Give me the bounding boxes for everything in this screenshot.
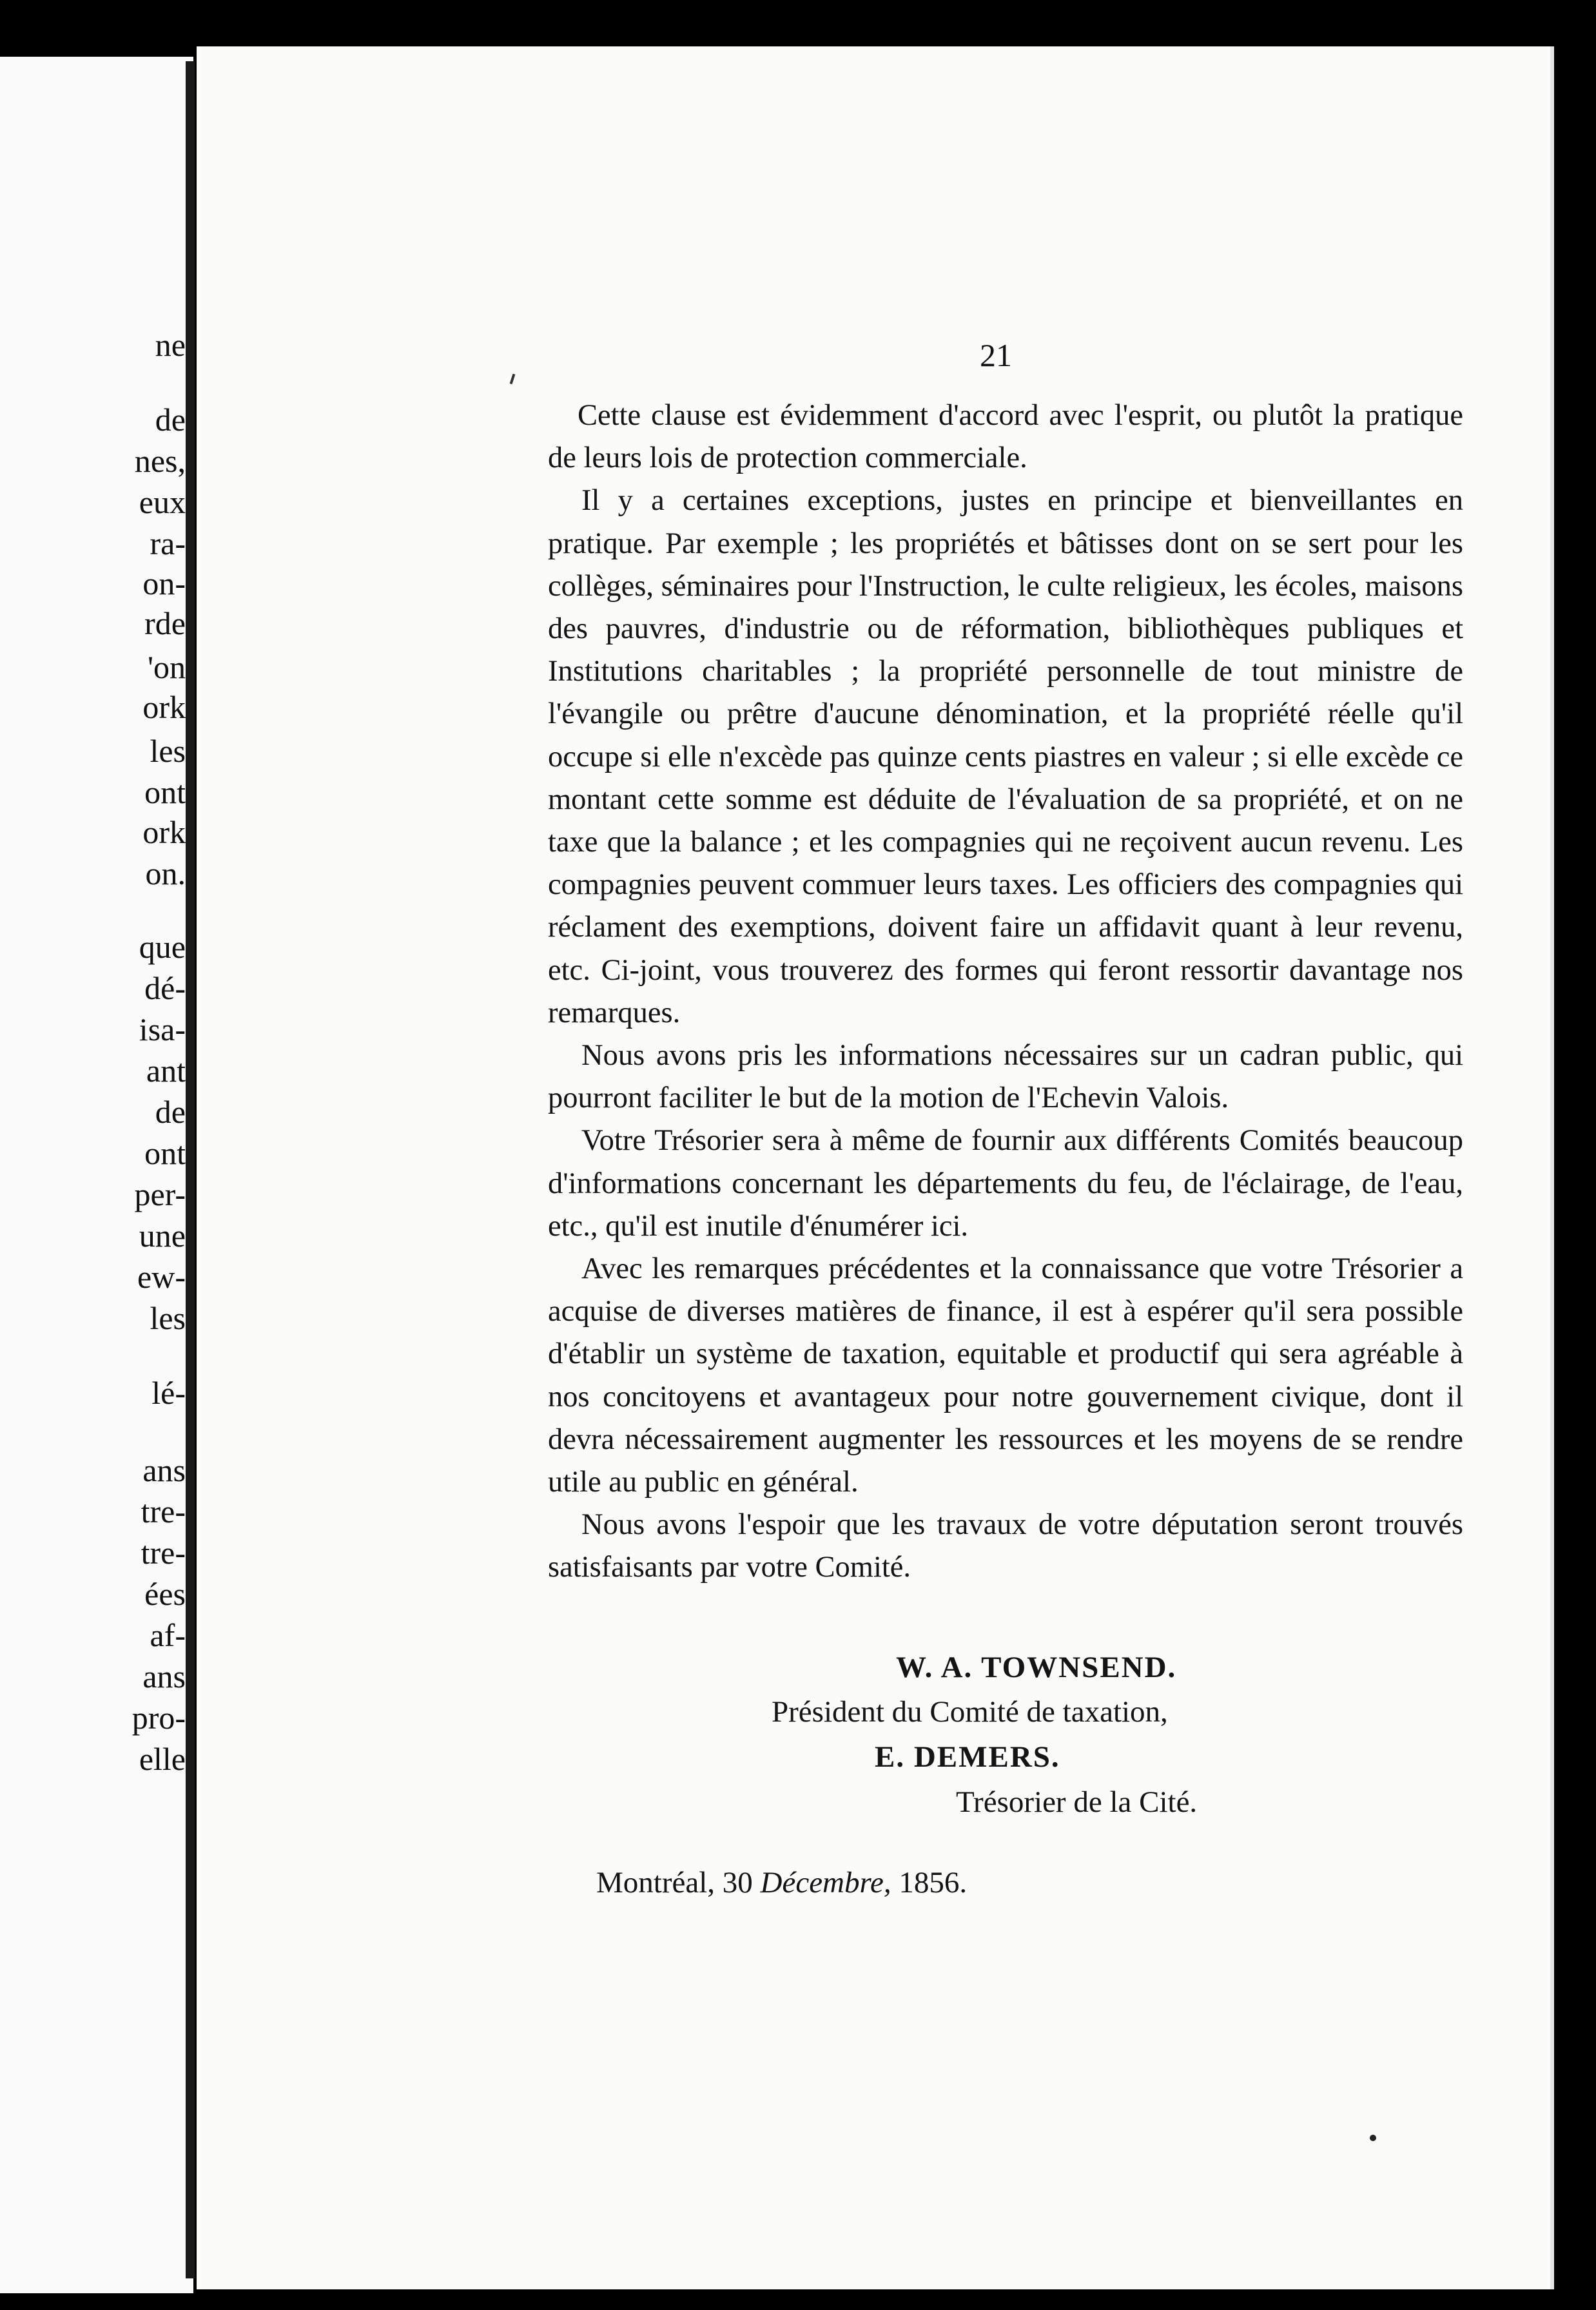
left-page-fragment: per- [134, 1176, 186, 1212]
left-page-fragment: rde [144, 605, 186, 641]
left-page-fragment: af- [150, 1617, 186, 1653]
left-page-fragment: ans [142, 1452, 186, 1488]
paragraph-2: Il y a certaines exceptions, justes en principe et bienveillantes en pratique. Par exemple ; les propriétés et bâtisses dont on se sert pour les collèges, séminaires pour l'Instruction, le culte religieux, les écoles, maisons des pauvres, d'industrie ou de réformation, bibliothèques publiques et Institutions charitables ; la propriété personnelle de tout ministre de l'évangile ou prêtre d'aucune dénomination, et la propriété réelle qu'il occupe si elle n'excède pas quinze cents piastres en valeur ; si elle excède ce montant cette somme est déduite de l'évaluation de sa propriété, et on ne taxe que la balance ; et les compagnies qui ne reçoivent aucun revenu. Les compagnies peuvent commuer leurs taxes. Les officiers des compagnies qui réclament des exemptions, doivent faire un affidavit quant à leur revenu, etc. Ci-joint, vous trouverez des formes qui feront ressortir davantage nos remarques. [548, 484, 1463, 1029]
document-page [197, 46, 1554, 2289]
paragraph-4: Votre Trésorier sera à même de fournir aux différents Comités beaucoup d'informations concernant les départements du feu, de l'éclairage, de l'eau, etc., qu'il est inutile d'énumérer ici. [548, 1124, 1463, 1243]
paragraph-3: Nous avons pris les informations nécessaires sur un cadran public, qui pourront faciliter le but de la motion de l'Echevin Valois. [548, 1039, 1463, 1115]
date-year: 1856. [899, 1866, 968, 1899]
signatory-name-demers: E. DEMERS. [875, 1740, 1060, 1774]
left-page-fragment: nes, [134, 443, 186, 479]
signatory-name-townsend: W. A. TOWNSEND. [896, 1651, 1177, 1684]
left-page-fragment: elle [139, 1741, 186, 1777]
ink-speck [1370, 2135, 1376, 2141]
ink-mark [510, 374, 516, 384]
signatory-title-president: Président du Comité de taxation, [772, 1695, 1168, 1729]
paragraph-1: Cette clause est évidemment d'accord avec l'esprit, ou plutôt la pratique de leurs lois de protection commerciale. [548, 399, 1463, 475]
left-page-fragment: tre- [141, 1493, 186, 1529]
left-page-fragment: ra- [150, 525, 186, 561]
left-page-fragment: lé- [151, 1375, 186, 1411]
left-page-fragment: dé- [144, 970, 186, 1006]
left-page-fragment: ans [142, 1658, 186, 1694]
left-page-fragment: eux [139, 484, 186, 520]
left-page-fragment: ont [144, 774, 186, 810]
body-text [548, 394, 1463, 1589]
left-page-fragment: ont [144, 1135, 186, 1171]
left-page-fragment: isa- [139, 1011, 186, 1047]
left-page-fragment: on- [142, 565, 186, 601]
left-page-fragment: on. [145, 855, 186, 891]
left-page-fragment: pro- [131, 1700, 186, 1736]
left-page-fragment: ées [144, 1576, 186, 1612]
left-page-fragment: ant [146, 1053, 186, 1089]
left-page-fragment: les [150, 1300, 186, 1336]
paragraph-6: Nous avons l'espoir que les travaux de votre députation seront trouvés satisfaisants par votre Comité. [548, 1508, 1463, 1584]
left-page-fragment: tre- [141, 1535, 186, 1571]
paragraph-5: Avec les remarques précédentes et la connaissance que votre Trésorier a acquise de diverses matières de finance, il est à espérer qu'il sera possible d'établir un système de taxation, equitable et productif qui sera agréable à nos concitoyens et avantageux pour notre gouvernement civique, dont il devra nécessairement augmenter les ressources et les moyens de se rendre utile au public en général. [548, 1252, 1463, 1499]
left-facing-page [0, 57, 193, 2293]
date-month: Décembre, [760, 1866, 891, 1899]
left-page-fragment: ne [155, 327, 186, 363]
left-page-fragment: 'on [147, 649, 186, 685]
place-and-date [596, 1865, 967, 1900]
page-number: 21 [980, 337, 1012, 373]
left-page-fragment: ork [142, 689, 186, 725]
left-page-fragment: ork [142, 814, 186, 850]
left-page-fragment: une [139, 1218, 186, 1254]
left-page-fragment: ew- [137, 1259, 186, 1295]
left-page-fragment: les [150, 733, 186, 769]
signatory-title-treasurer: Trésorier de la Cité. [956, 1785, 1198, 1819]
left-page-fragment: de [155, 1094, 186, 1130]
left-page-fragment: de [155, 402, 186, 438]
place: Montréal, 30 [596, 1866, 753, 1899]
page-gutter [186, 61, 195, 2278]
left-page-fragment: que [139, 929, 186, 965]
